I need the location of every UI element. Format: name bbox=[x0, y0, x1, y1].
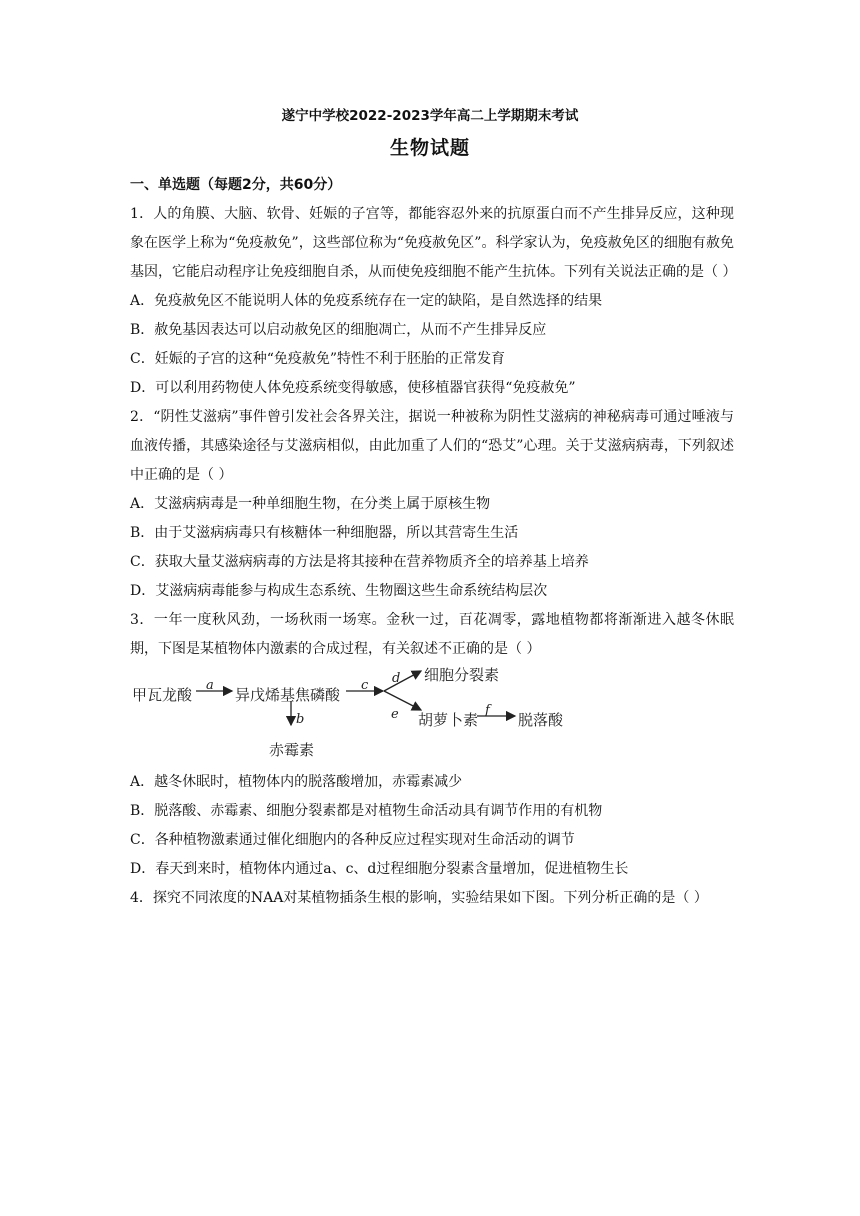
node-mevalonic-acid: 甲瓦龙酸 bbox=[132, 686, 193, 704]
question-stem: 2．“阴性艾滋病”事件曾引发社会各界关注，据说一种被称为阴性艾滋病的神秘病毒可通过唾液与血液传播，其感染途径与艾滋病相似，由此加重了人们的“恐艾”心理。关于艾滋病病毒，下列叙述中正确的是（ ） bbox=[130, 409, 734, 483]
arrow-e bbox=[384, 691, 421, 710]
label-a: a bbox=[206, 678, 214, 693]
question-1 bbox=[130, 200, 737, 403]
label-d: d bbox=[392, 671, 401, 686]
option-a: A．免疫赦免区不能说明人体的免疫系统存在一定的缺陷，是自然选择的结果 bbox=[130, 293, 603, 309]
option-b: B．由于艾滋病病毒只有核糖体一种细胞器，所以其营寄生生活 bbox=[130, 525, 519, 541]
node-gibberellin: 赤霉素 bbox=[269, 741, 315, 759]
option-a: A．越冬休眠时，植物体内的脱落酸增加，赤霉素减少 bbox=[130, 774, 463, 790]
question-stem: 1．人的角膜、大脑、软骨、妊娠的子宫等，都能容忍外来的抗原蛋白而不产生排异反应，这种现象在医学上称为“免疫赦免”，这些部位称为“免疫赦免区”。科学家认为，免疫赦免区的细胞有赦免基因，它能启动程序让免疫细胞自杀，从而使免疫细胞不能产生抗体。下列有关说法正确的是（ ） bbox=[130, 206, 737, 280]
question-stem: 3．一年一度秋风劲，一场秋雨一场寒。金秋一过，百花凋零，露地植物都将渐渐进入越冬休眠期，下图是某植物体内激素的合成过程，有关叙述不正确的是（ ） bbox=[130, 612, 734, 657]
hormone-synthesis-diagram bbox=[130, 668, 734, 766]
question-4 bbox=[130, 884, 734, 913]
option-d: D．可以利用药物使人体免疫系统变得敏感，使移植器官获得“免疫赦免” bbox=[130, 380, 576, 396]
question-3 bbox=[130, 606, 734, 884]
label-b: b bbox=[296, 712, 305, 727]
option-c: C．妊娠的子宫的这种“免疫赦免”特性不利于胚胎的正常发育 bbox=[130, 351, 506, 367]
section-title: 一、单选题（每题2分，共60分） bbox=[130, 177, 342, 193]
question-stem: 4．探究不同浓度的NAA对某植物插条生根的影响，实验结果如下图。下列分析正确的是（ ） bbox=[130, 890, 708, 906]
label-f: f bbox=[485, 703, 490, 718]
questions-content bbox=[130, 200, 737, 913]
arrow-d bbox=[384, 671, 421, 691]
exam-header: 遂宁中学校2022-2023学年高二上学期期末考试 bbox=[281, 108, 579, 124]
node-ipp: 异戊烯基焦磷酸 bbox=[235, 686, 341, 704]
option-d: D．春天到来时，植物体内通过a、c、d过程细胞分裂素含量增加，促进植物生长 bbox=[130, 861, 629, 877]
node-abscisic-acid: 脱落酸 bbox=[518, 711, 564, 729]
option-b: B．脱落酸、赤霉素、细胞分裂素都是对植物生命活动具有调节作用的有机物 bbox=[130, 803, 603, 819]
option-a: A．艾滋病病毒是一种单细胞生物，在分类上属于原核生物 bbox=[130, 496, 491, 512]
option-c: C．获取大量艾滋病病毒的方法是将其接种在营养物质齐全的培养基上培养 bbox=[130, 554, 589, 570]
question-2 bbox=[130, 403, 734, 606]
option-b: B．赦免基因表达可以启动赦免区的细胞凋亡，从而不产生排异反应 bbox=[130, 322, 547, 338]
node-carotene: 胡萝卜素 bbox=[418, 711, 479, 729]
label-e: e bbox=[391, 707, 399, 722]
node-cytokinin: 细胞分裂素 bbox=[424, 666, 500, 684]
exam-title: 生物试题 bbox=[389, 137, 470, 159]
label-c: c bbox=[361, 678, 369, 693]
option-d: D．艾滋病病毒能参与构成生态系统、生物圈这些生命系统结构层次 bbox=[130, 583, 548, 599]
option-c: C．各种植物激素通过催化细胞内的各种反应过程实现对生命活动的调节 bbox=[130, 832, 575, 848]
